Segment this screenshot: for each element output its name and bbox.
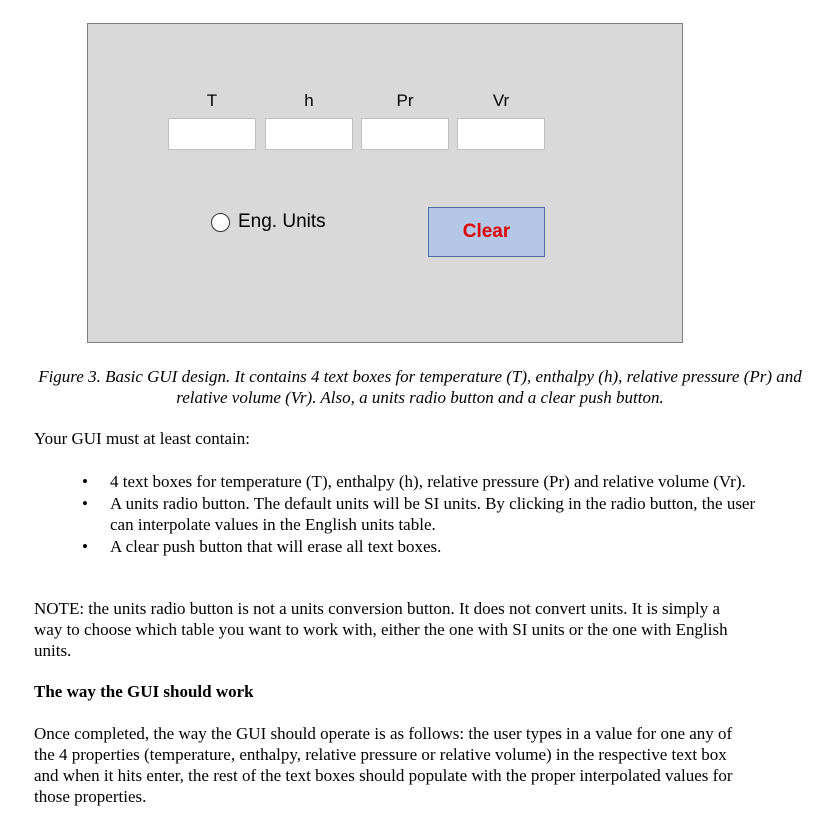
list-item: • A clear push button that will erase all text boxes.: [82, 537, 442, 556]
figure-caption: Figure 3. Basic GUI design. It contains 4 text boxes for temperature (T), enthalpy (h), relative pressure (Pr) and relative volume (Vr). Also, a units radio button and a clear push button.: [38, 367, 802, 407]
enthalpy-input[interactable]: [265, 118, 353, 150]
eng-units-label: Eng. Units: [238, 211, 326, 232]
label-pr: Pr: [396, 91, 414, 110]
operation-text: Once completed, the way the GUI should operate is as follows: the user types in a value for one any of the 4 properties (temperature, enthalpy, relative pressure or relative volume) in the respective text box and when it hits enter, the rest of the text boxes should populate with the proper interpolated values for those properties.: [34, 724, 733, 806]
clear-button[interactable]: Clear: [428, 207, 545, 257]
label-t: T: [206, 91, 218, 110]
relative-volume-input[interactable]: [457, 118, 545, 150]
relative-pressure-input[interactable]: [361, 118, 449, 150]
label-h: h: [304, 91, 314, 110]
radio-circle-icon[interactable]: [211, 213, 230, 232]
requirements-list: [82, 471, 762, 558]
gui-mockup-panel: [87, 23, 683, 343]
list-item: • A units radio button. The default units will be SI units. By clicking in the radio button, the user can interpolate values in the English units table.: [82, 494, 756, 534]
temperature-input[interactable]: [168, 118, 256, 150]
section-heading: The way the GUI should work: [34, 682, 254, 701]
note-text: NOTE: the units radio button is not a units conversion button. It does not convert units. It is simply a way to choose which table you want to work with, either the one with SI units or the one with English units.: [34, 599, 728, 660]
label-vr: Vr: [492, 91, 510, 110]
eng-units-radio[interactable]: [211, 211, 326, 233]
intro-text: Your GUI must at least contain:: [34, 429, 250, 448]
list-item: • 4 text boxes for temperature (T), enthalpy (h), relative pressure (Pr) and relative volume (Vr).: [82, 472, 746, 491]
